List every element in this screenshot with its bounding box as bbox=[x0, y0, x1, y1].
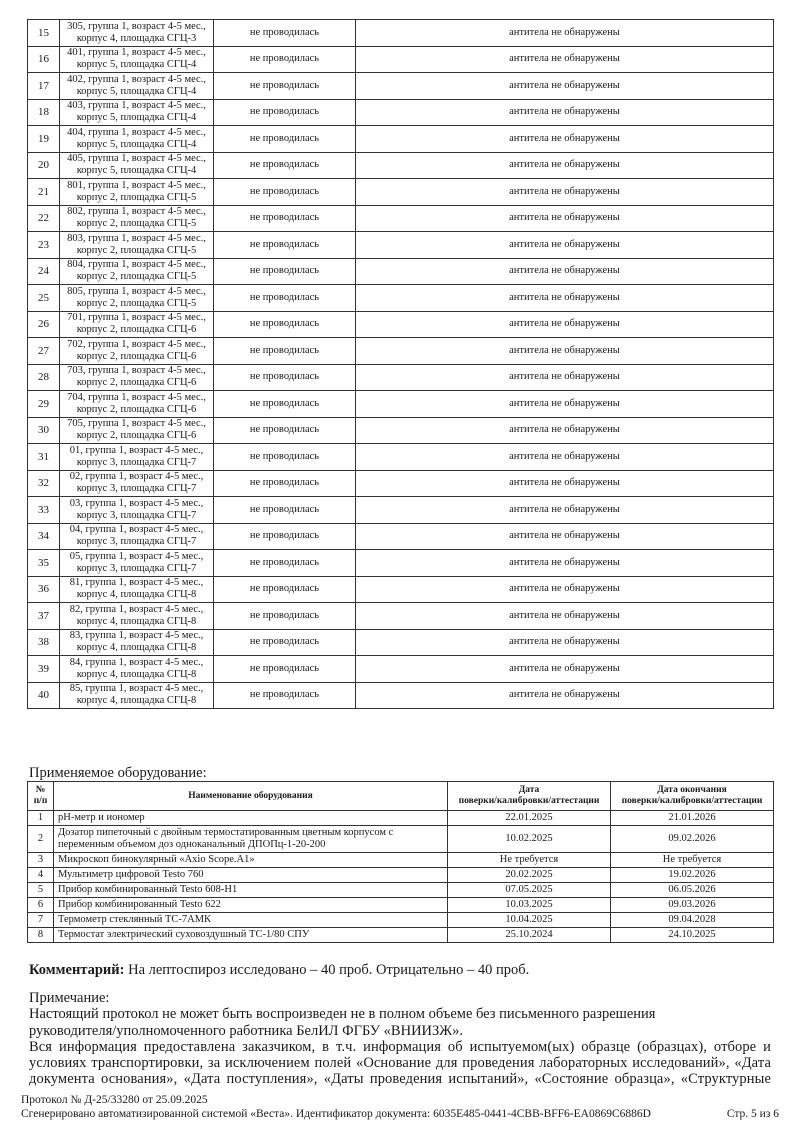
sample-description-line2: корпус 4, площадка СГЦ-8 bbox=[76, 695, 197, 707]
sample-description bbox=[60, 205, 214, 232]
equipment-name: Микроскоп бинокулярный «Axio Scope.A1» bbox=[54, 853, 448, 868]
calibration-end-date: 24.10.2025 bbox=[611, 928, 774, 943]
equipment-section-title: Применяемое оборудование: bbox=[29, 765, 207, 781]
result-cell: антитела не обнаружены bbox=[356, 232, 774, 259]
sample-description-line1: 305, группа 1, возраст 4-5 мес., bbox=[67, 20, 206, 32]
sample-description-line1: 04, группа 1, возраст 4-5 мес., bbox=[69, 524, 204, 536]
sample-description-line2: корпус 4, площадка СГЦ-3 bbox=[76, 32, 197, 44]
equipment-name: Прибор комбинированный Testo 622 bbox=[54, 898, 448, 913]
sample-description bbox=[60, 682, 214, 709]
sample-description-line2: корпус 5, площадка СГЦ-4 bbox=[76, 85, 197, 97]
sample-description bbox=[60, 523, 214, 550]
calibration-date: 25.10.2024 bbox=[448, 928, 611, 943]
calibration-end-date: 06.05.2026 bbox=[611, 883, 774, 898]
sample-description-line1: 405, группа 1, возраст 4-5 мес., bbox=[67, 153, 206, 165]
method-cell: не проводилась bbox=[214, 603, 356, 630]
sample-description bbox=[60, 285, 214, 312]
equipment-number: 8 bbox=[28, 928, 54, 943]
result-row bbox=[28, 682, 774, 709]
sample-description-line2: корпус 4, площадка СГЦ-8 bbox=[76, 615, 197, 627]
results-table bbox=[27, 19, 774, 709]
sample-description-line1: 701, группа 1, возраст 4-5 мес., bbox=[67, 312, 206, 324]
result-cell: антитела не обнаружены bbox=[356, 364, 774, 391]
sample-description bbox=[60, 126, 214, 153]
row-number: 19 bbox=[28, 126, 60, 153]
equipment-number: 2 bbox=[28, 826, 54, 853]
note-p2-line2: условиях транспортировки, за исключением полей «Основание для проведения лабораторных исследований», «Дата bbox=[29, 1055, 771, 1072]
sample-description-line2: корпус 5, площадка СГЦ-4 bbox=[76, 59, 197, 71]
equipment-header-row bbox=[28, 782, 774, 811]
sample-description bbox=[60, 391, 214, 418]
result-cell: антитела не обнаружены bbox=[356, 20, 774, 47]
sample-description-line1: 02, группа 1, возраст 4-5 мес., bbox=[69, 471, 204, 483]
sample-description bbox=[60, 470, 214, 497]
result-row bbox=[28, 152, 774, 179]
result-row bbox=[28, 258, 774, 285]
sample-description-line1: 03, группа 1, возраст 4-5 мес., bbox=[69, 497, 204, 509]
result-row bbox=[28, 391, 774, 418]
header-calibration-date-line1: Дата bbox=[518, 785, 540, 795]
row-number: 34 bbox=[28, 523, 60, 550]
result-cell: антитела не обнаружены bbox=[356, 126, 774, 153]
result-cell: антитела не обнаружены bbox=[356, 470, 774, 497]
footer-page-number: Стр. 5 из 6 bbox=[726, 1108, 779, 1120]
result-cell: антитела не обнаружены bbox=[356, 205, 774, 232]
row-number: 28 bbox=[28, 364, 60, 391]
result-row bbox=[28, 629, 774, 656]
sample-description bbox=[60, 364, 214, 391]
header-number-line2: п/п bbox=[33, 796, 48, 806]
result-cell: антитела не обнаружены bbox=[356, 682, 774, 709]
sample-description-line2: корпус 4, площадка СГЦ-8 bbox=[76, 589, 197, 601]
sample-description-line2: корпус 2, площадка СГЦ-6 bbox=[76, 377, 197, 389]
header-calibration-date bbox=[448, 782, 611, 811]
result-cell: антитела не обнаружены bbox=[356, 338, 774, 365]
row-number: 17 bbox=[28, 73, 60, 100]
sample-description bbox=[60, 550, 214, 577]
comment-text: На лептоспироз исследовано – 40 проб. Отрицательно – 40 проб. bbox=[124, 962, 530, 978]
header-calibration-end-line2: поверки/калибровки/аттестации bbox=[621, 796, 763, 806]
result-cell: антитела не обнаружены bbox=[356, 550, 774, 577]
sample-description-line1: 85, группа 1, возраст 4-5 мес., bbox=[69, 683, 204, 695]
result-row bbox=[28, 550, 774, 577]
calibration-date: 07.05.2025 bbox=[448, 883, 611, 898]
sample-description bbox=[60, 179, 214, 206]
method-cell: не проводилась bbox=[214, 444, 356, 471]
sample-description bbox=[60, 73, 214, 100]
sample-description-line1: 804, группа 1, возраст 4-5 мес., bbox=[67, 259, 206, 271]
calibration-end-date: 21.01.2026 bbox=[611, 811, 774, 826]
result-cell: антитела не обнаружены bbox=[356, 629, 774, 656]
result-row bbox=[28, 20, 774, 47]
calibration-end-date: 19.02.2026 bbox=[611, 868, 774, 883]
sample-description-line1: 702, группа 1, возраст 4-5 мес., bbox=[67, 338, 206, 350]
result-cell: антитела не обнаружены bbox=[356, 417, 774, 444]
sample-description bbox=[60, 46, 214, 73]
row-number: 26 bbox=[28, 311, 60, 338]
equipment-table-body bbox=[28, 811, 774, 943]
note-title: Примечание: bbox=[29, 990, 110, 1006]
result-row bbox=[28, 311, 774, 338]
equipment-name: Термометр стеклянный ТС-7АМК bbox=[54, 913, 448, 928]
method-cell: не проводилась bbox=[214, 285, 356, 312]
row-number: 18 bbox=[28, 99, 60, 126]
equipment-row bbox=[28, 868, 774, 883]
equipment-name bbox=[54, 826, 448, 853]
result-cell: антитела не обнаружены bbox=[356, 285, 774, 312]
sample-description-line1: 802, группа 1, возраст 4-5 мес., bbox=[67, 206, 206, 218]
row-number: 31 bbox=[28, 444, 60, 471]
calibration-end-date: 09.03.2026 bbox=[611, 898, 774, 913]
row-number: 30 bbox=[28, 417, 60, 444]
note-p2-line1: Вся информация предоставлена заказчиком, в т.ч. информация об испытуемом(ых) образце (образцах), отборе и bbox=[29, 1038, 771, 1055]
method-cell: не проводилась bbox=[214, 550, 356, 577]
method-cell: не проводилась bbox=[214, 364, 356, 391]
header-number bbox=[28, 782, 54, 811]
method-cell: не проводилась bbox=[214, 232, 356, 259]
result-cell: антитела не обнаружены bbox=[356, 152, 774, 179]
result-row bbox=[28, 576, 774, 603]
sample-description-line2: корпус 4, площадка СГЦ-8 bbox=[76, 668, 197, 680]
sample-description-line2: корпус 3, площадка СГЦ-7 bbox=[76, 536, 197, 548]
sample-description-line2: корпус 3, площадка СГЦ-7 bbox=[76, 509, 197, 521]
sample-description-line1: 703, группа 1, возраст 4-5 мес., bbox=[67, 365, 206, 377]
method-cell: не проводилась bbox=[214, 682, 356, 709]
result-row bbox=[28, 232, 774, 259]
sample-description-line1: 403, группа 1, возраст 4-5 мес., bbox=[67, 100, 206, 112]
note-p1-line1: Настоящий протокол не может быть воспроизведен не в полном объеме без письменного разрешения bbox=[29, 1006, 656, 1023]
note-p1-line2: руководителя/уполномоченного работника БелИЛ ФГБУ «ВНИИЗЖ». bbox=[29, 1022, 463, 1039]
equipment-row bbox=[28, 883, 774, 898]
calibration-date: 10.02.2025 bbox=[448, 826, 611, 853]
row-number: 36 bbox=[28, 576, 60, 603]
equipment-row bbox=[28, 853, 774, 868]
result-row bbox=[28, 656, 774, 683]
sample-description bbox=[60, 258, 214, 285]
equipment-number: 1 bbox=[28, 811, 54, 826]
result-cell: антитела не обнаружены bbox=[356, 444, 774, 471]
sample-description-line1: 01, группа 1, возраст 4-5 мес., bbox=[69, 444, 204, 456]
sample-description-line2: корпус 2, площадка СГЦ-5 bbox=[76, 191, 197, 203]
result-row bbox=[28, 417, 774, 444]
sample-description-line2: корпус 2, площадка СГЦ-6 bbox=[76, 350, 197, 362]
equipment-number: 6 bbox=[28, 898, 54, 913]
result-cell: антитела не обнаружены bbox=[356, 179, 774, 206]
result-cell: антитела не обнаружены bbox=[356, 523, 774, 550]
equipment-name: Мультиметр цифровой Testo 760 bbox=[54, 868, 448, 883]
equipment-number: 5 bbox=[28, 883, 54, 898]
calibration-date: 10.04.2025 bbox=[448, 913, 611, 928]
row-number: 16 bbox=[28, 46, 60, 73]
result-row bbox=[28, 73, 774, 100]
method-cell: не проводилась bbox=[214, 126, 356, 153]
row-number: 38 bbox=[28, 629, 60, 656]
sample-description-line2: корпус 5, площадка СГЦ-4 bbox=[76, 112, 197, 124]
method-cell: не проводилась bbox=[214, 576, 356, 603]
equipment-name-line1: Дозатор пипеточный с двойным термостатированным цветным корпусом с bbox=[58, 827, 394, 838]
method-cell: не проводилась bbox=[214, 497, 356, 524]
result-row bbox=[28, 523, 774, 550]
method-cell: не проводилась bbox=[214, 470, 356, 497]
row-number: 21 bbox=[28, 179, 60, 206]
sample-description-line2: корпус 2, площадка СГЦ-5 bbox=[76, 244, 197, 256]
header-calibration-end-date bbox=[611, 782, 774, 811]
calibration-date: Не требуется bbox=[448, 853, 611, 868]
method-cell: не проводилась bbox=[214, 205, 356, 232]
sample-description bbox=[60, 603, 214, 630]
note-p2-line3: документа основания», «Дата поступления», «Даты проведения испытаний», «Состояние образца», «Структурные bbox=[29, 1071, 771, 1088]
equipment-name-line2: переменным объемом доз одноканальный ДПОПц-1-20-200 bbox=[58, 839, 326, 850]
result-row bbox=[28, 444, 774, 471]
sample-description-line2: корпус 2, площадка СГЦ-5 bbox=[76, 297, 197, 309]
method-cell: не проводилась bbox=[214, 46, 356, 73]
result-row bbox=[28, 497, 774, 524]
row-number: 33 bbox=[28, 497, 60, 524]
sample-description-line1: 402, группа 1, возраст 4-5 мес., bbox=[67, 73, 206, 85]
sample-description-line1: 81, группа 1, возраст 4-5 мес., bbox=[69, 577, 204, 589]
sample-description bbox=[60, 576, 214, 603]
result-row bbox=[28, 126, 774, 153]
comment bbox=[29, 962, 529, 979]
result-row bbox=[28, 205, 774, 232]
equipment-name: Прибор комбинированный Testo 608-H1 bbox=[54, 883, 448, 898]
calibration-date: 10.03.2025 bbox=[448, 898, 611, 913]
method-cell: не проводилась bbox=[214, 152, 356, 179]
row-number: 40 bbox=[28, 682, 60, 709]
result-row bbox=[28, 364, 774, 391]
sample-description-line2: корпус 5, площадка СГЦ-4 bbox=[76, 165, 197, 177]
sample-description bbox=[60, 497, 214, 524]
result-row bbox=[28, 470, 774, 497]
equipment-row bbox=[28, 913, 774, 928]
method-cell: не проводилась bbox=[214, 311, 356, 338]
sample-description-line1: 803, группа 1, возраст 4-5 мес., bbox=[67, 232, 206, 244]
calibration-end-date: Не требуется bbox=[611, 853, 774, 868]
result-cell: антитела не обнаружены bbox=[356, 46, 774, 73]
sample-description bbox=[60, 338, 214, 365]
equipment-row bbox=[28, 811, 774, 826]
result-row bbox=[28, 285, 774, 312]
result-cell: антитела не обнаружены bbox=[356, 73, 774, 100]
header-number-line1: № bbox=[35, 785, 46, 795]
sample-description-line1: 801, группа 1, возраст 4-5 мес., bbox=[67, 179, 206, 191]
row-number: 27 bbox=[28, 338, 60, 365]
sample-description bbox=[60, 417, 214, 444]
method-cell: не проводилась bbox=[214, 258, 356, 285]
header-calibration-date-line2: поверки/калибровки/аттестации bbox=[458, 796, 600, 806]
row-number: 22 bbox=[28, 205, 60, 232]
row-number: 25 bbox=[28, 285, 60, 312]
result-cell: антитела не обнаружены bbox=[356, 497, 774, 524]
result-cell: антитела не обнаружены bbox=[356, 391, 774, 418]
equipment-row bbox=[28, 928, 774, 943]
result-row bbox=[28, 603, 774, 630]
sample-description-line2: корпус 2, площадка СГЦ-6 bbox=[76, 403, 197, 415]
result-row bbox=[28, 338, 774, 365]
row-number: 35 bbox=[28, 550, 60, 577]
result-row bbox=[28, 99, 774, 126]
sample-description-line2: корпус 2, площадка СГЦ-5 bbox=[76, 218, 197, 230]
row-number: 29 bbox=[28, 391, 60, 418]
equipment-name: Термостат электрический суховоздушный ТС-1/80 СПУ bbox=[54, 928, 448, 943]
result-cell: антитела не обнаружены bbox=[356, 656, 774, 683]
equipment-table bbox=[27, 781, 774, 943]
equipment-row bbox=[28, 898, 774, 913]
sample-description-line1: 82, группа 1, возраст 4-5 мес., bbox=[69, 603, 204, 615]
sample-description-line1: 704, группа 1, возраст 4-5 мес., bbox=[67, 391, 206, 403]
method-cell: не проводилась bbox=[214, 523, 356, 550]
sample-description-line1: 805, группа 1, возраст 4-5 мес., bbox=[67, 285, 206, 297]
equipment-number: 4 bbox=[28, 868, 54, 883]
sample-description-line1: 84, группа 1, возраст 4-5 мес., bbox=[69, 656, 204, 668]
method-cell: не проводилась bbox=[214, 629, 356, 656]
sample-description-line2: корпус 3, площадка СГЦ-7 bbox=[76, 483, 197, 495]
row-number: 32 bbox=[28, 470, 60, 497]
sample-description-line2: корпус 2, площадка СГЦ-6 bbox=[76, 430, 197, 442]
header-calibration-end-line1: Дата окончания bbox=[657, 785, 727, 795]
sample-description-line1: 83, группа 1, возраст 4-5 мес., bbox=[69, 630, 204, 642]
results-table-body bbox=[28, 20, 774, 709]
row-number: 37 bbox=[28, 603, 60, 630]
result-cell: антитела не обнаружены bbox=[356, 603, 774, 630]
result-row bbox=[28, 46, 774, 73]
row-number: 20 bbox=[28, 152, 60, 179]
result-cell: антитела не обнаружены bbox=[356, 311, 774, 338]
equipment-name: pH-метр и иономер bbox=[54, 811, 448, 826]
method-cell: не проводилась bbox=[214, 338, 356, 365]
sample-description-line1: 401, группа 1, возраст 4-5 мес., bbox=[67, 47, 206, 59]
note-block bbox=[29, 990, 771, 1088]
sample-description bbox=[60, 152, 214, 179]
method-cell: не проводилась bbox=[214, 417, 356, 444]
sample-description bbox=[60, 20, 214, 47]
header-equipment-name: Наименование оборудования bbox=[54, 782, 448, 811]
result-cell: антитела не обнаружены bbox=[356, 258, 774, 285]
footer-generated-by: Сгенерировано автоматизированной системой «Веста». Идентификатор документа: 6035E485-0441-4CBB-BFF6-EA0869C6886D bbox=[21, 1108, 651, 1120]
sample-description-line2: корпус 2, площадка СГЦ-5 bbox=[76, 271, 197, 283]
calibration-date: 20.02.2025 bbox=[448, 868, 611, 883]
result-row bbox=[28, 179, 774, 206]
sample-description bbox=[60, 232, 214, 259]
row-number: 39 bbox=[28, 656, 60, 683]
sample-description bbox=[60, 444, 214, 471]
row-number: 23 bbox=[28, 232, 60, 259]
sample-description-line1: 705, группа 1, возраст 4-5 мес., bbox=[67, 418, 206, 430]
sample-description bbox=[60, 311, 214, 338]
method-cell: не проводилась bbox=[214, 20, 356, 47]
sample-description bbox=[60, 656, 214, 683]
comment-label: Комментарий: bbox=[29, 962, 125, 978]
method-cell: не проводилась bbox=[214, 99, 356, 126]
method-cell: не проводилась bbox=[214, 73, 356, 100]
row-number: 15 bbox=[28, 20, 60, 47]
sample-description bbox=[60, 629, 214, 656]
sample-description bbox=[60, 99, 214, 126]
sample-description-line2: корпус 3, площадка СГЦ-7 bbox=[76, 562, 197, 574]
equipment-number: 7 bbox=[28, 913, 54, 928]
calibration-end-date: 09.04.2028 bbox=[611, 913, 774, 928]
sample-description-line2: корпус 3, площадка СГЦ-7 bbox=[76, 456, 197, 468]
equipment-row bbox=[28, 826, 774, 853]
method-cell: не проводилась bbox=[214, 179, 356, 206]
sample-description-line1: 05, группа 1, возраст 4-5 мес., bbox=[69, 550, 204, 562]
row-number: 24 bbox=[28, 258, 60, 285]
result-cell: антитела не обнаружены bbox=[356, 576, 774, 603]
sample-description-line2: корпус 4, площадка СГЦ-8 bbox=[76, 642, 197, 654]
method-cell: не проводилась bbox=[214, 656, 356, 683]
footer-protocol-number: Протокол № Д-25/33280 от 25.09.2025 bbox=[21, 1094, 208, 1106]
sample-description-line1: 404, группа 1, возраст 4-5 мес., bbox=[67, 126, 206, 138]
calibration-end-date: 09.02.2026 bbox=[611, 826, 774, 853]
method-cell: не проводилась bbox=[214, 391, 356, 418]
equipment-number: 3 bbox=[28, 853, 54, 868]
result-cell: антитела не обнаружены bbox=[356, 99, 774, 126]
sample-description-line2: корпус 2, площадка СГЦ-6 bbox=[76, 324, 197, 336]
sample-description-line2: корпус 5, площадка СГЦ-4 bbox=[76, 138, 197, 150]
calibration-date: 22.01.2025 bbox=[448, 811, 611, 826]
